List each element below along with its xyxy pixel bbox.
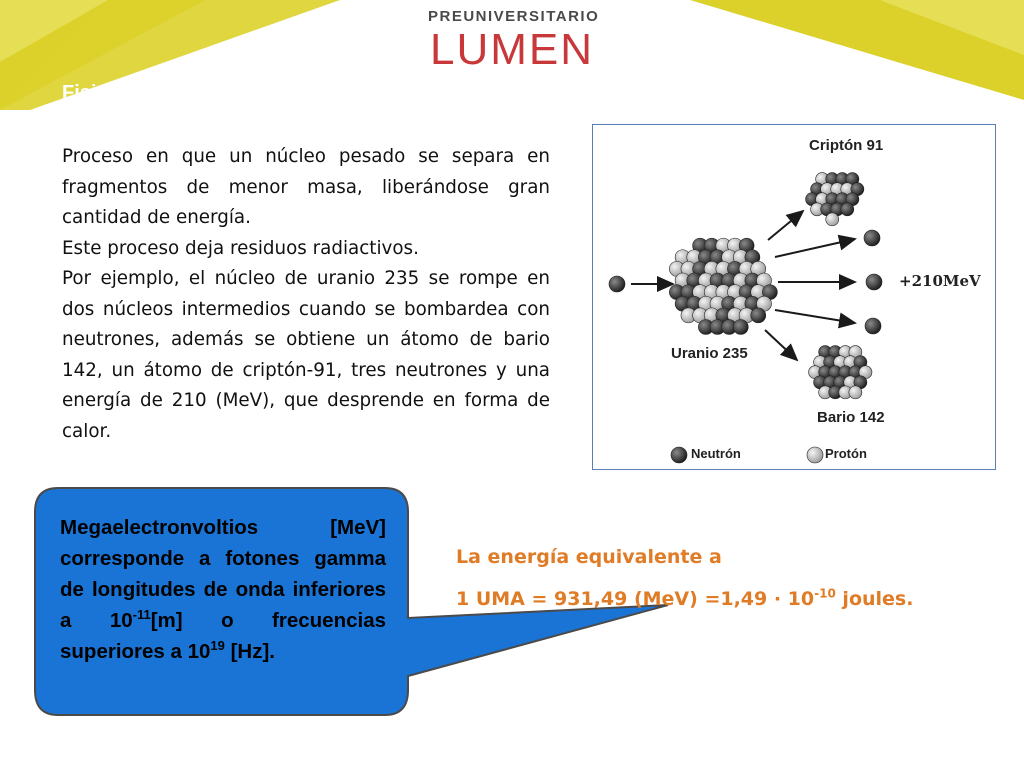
label-kripton: Criptón 91	[809, 137, 884, 154]
paragraph-definition: Proceso en que un núcleo pesado se separa en fragmentos de menor masa, liberándose gran cantidad de energía.	[62, 146, 550, 228]
energy-note-line1: La energía equivalente a	[456, 546, 722, 568]
logo-title: LUMEN	[429, 25, 595, 74]
callout-text-part3: [Hz].	[224, 640, 275, 663]
energy-note-exponent: -10	[814, 586, 836, 601]
label-uranio: Uranio 235	[671, 345, 748, 362]
energy-equivalence-note	[456, 536, 913, 620]
callout-text-part2: [m] o frecuencias superiores a 10	[60, 609, 386, 663]
paragraph-example: Por ejemplo, el núcleo de uranio 235 se rompe en dos núcleos intermedios cuando se bombardea con neutrones, además se obtiene un átomo de bario 142, un átomo de criptón-91, tres neutrones y una energía de 210 (MeV), que desprende en forma de calor.	[62, 268, 550, 442]
legend-neutron-label: Neutrón	[691, 446, 741, 461]
energy-note-unit: joules.	[835, 588, 914, 610]
label-bario: Bario 142	[817, 409, 885, 426]
paragraph-residues: Este proceso deja residuos radiactivos.	[62, 237, 419, 259]
callout-sup-frequency: 19	[210, 638, 225, 654]
energy-label: +210MeV	[899, 272, 981, 290]
slide-title: Fisión nuclear	[62, 82, 198, 104]
legend-proton-label: Protón	[825, 446, 867, 461]
callout-text	[60, 512, 386, 667]
energy-note-line2	[456, 578, 913, 620]
callout-text-part1: Megaelectronvoltios [MeV] corresponde a fotones gamma de longitudes de onda inferiores a 10	[60, 516, 386, 632]
logo-subtitle: PREUNIVERSITARIO	[428, 8, 600, 25]
callout-sup-wavelength: -11	[132, 607, 151, 623]
energy-note-line2-main: 1 UMA = 931,49 (MeV) =1,49 · 10	[456, 588, 815, 610]
